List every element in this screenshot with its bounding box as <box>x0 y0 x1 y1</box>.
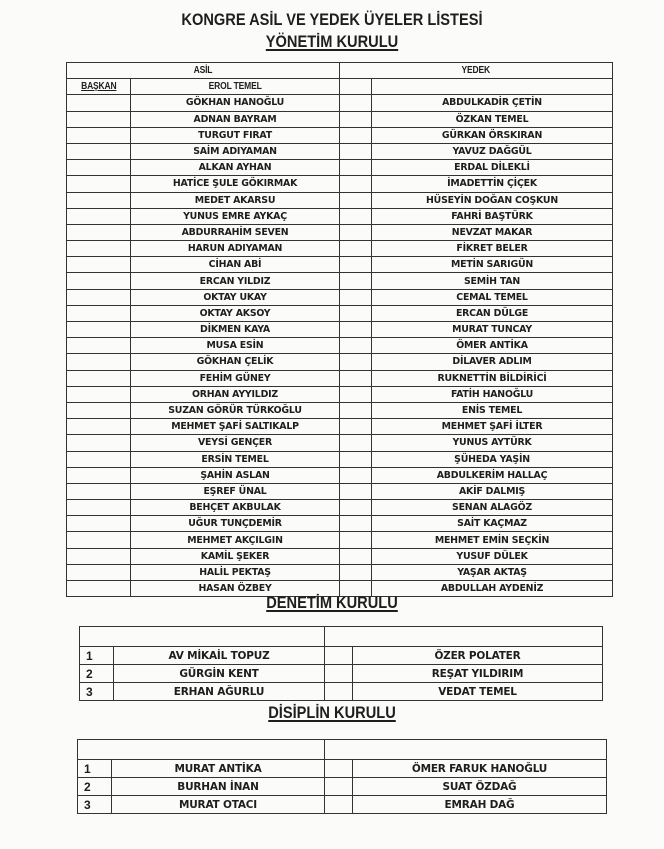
empty-cell <box>67 95 131 111</box>
spacer-cell <box>340 111 372 127</box>
empty-cell <box>67 208 131 224</box>
spacer-cell <box>340 532 372 548</box>
asil-member: GÖKHAN HANOĞLU <box>131 95 340 111</box>
yedek-member: ÖMER ANTİKA <box>372 338 613 354</box>
asil-member: HASAN ÖZBEY <box>131 581 340 597</box>
asil-member: ERCAN YILDIZ <box>131 273 340 289</box>
yedek-member: FAHRİ BAŞTÜRK <box>372 208 613 224</box>
asil-member: AV MİKAİL TOPUZ <box>114 647 325 665</box>
empty-cell <box>67 224 131 240</box>
spacer-cell <box>340 419 372 435</box>
yedek-member: EMRAH DAĞ <box>353 796 607 814</box>
spacer-cell <box>340 289 372 305</box>
yedek-member: VEDAT TEMEL <box>353 683 603 701</box>
table-row <box>67 483 613 499</box>
table-row <box>67 289 613 305</box>
asil-member: ORHAN AYYILDIZ <box>131 386 340 402</box>
spacer-cell <box>340 467 372 483</box>
table-row <box>67 451 613 467</box>
empty-cell <box>67 111 131 127</box>
asil-member: SAİM ADIYAMAN <box>131 143 340 159</box>
blank-header-row <box>80 627 603 647</box>
yedek-member: MURAT TUNCAY <box>372 322 613 338</box>
empty-cell <box>67 483 131 499</box>
spacer-cell <box>340 451 372 467</box>
yedek-member: ÖZER POLATER <box>353 647 603 665</box>
table-row <box>67 532 613 548</box>
row-number: 2 <box>80 665 114 683</box>
asil-member: MEHMET ŞAFİ SALTIKALP <box>131 419 340 435</box>
empty-cell <box>325 627 603 647</box>
table-row <box>67 419 613 435</box>
empty-cell <box>67 338 131 354</box>
table-row <box>67 305 613 321</box>
spacer-cell <box>340 241 372 257</box>
spacer-cell <box>340 435 372 451</box>
spacer-cell <box>340 564 372 580</box>
document-title: KONGRE ASİL VE YEDEK ÜYELER LİSTESİ <box>181 10 483 29</box>
yedek-member: MEHMET EMİN SEÇKİN <box>372 532 613 548</box>
table-row <box>67 354 613 370</box>
row-number: 3 <box>80 683 114 701</box>
yedek-member: DİLAVER ADLIM <box>372 354 613 370</box>
empty-cell <box>67 370 131 386</box>
asil-member: TURGUT FIRAT <box>131 127 340 143</box>
asil-member: ERHAN AĞURLU <box>114 683 325 701</box>
spacer-cell <box>340 402 372 418</box>
row-number: 1 <box>80 647 114 665</box>
asil-member: VEYSİ GENÇER <box>131 435 340 451</box>
table-row <box>78 760 607 778</box>
spacer-cell <box>340 322 372 338</box>
empty-cell <box>67 176 131 192</box>
empty-cell <box>67 532 131 548</box>
asil-member: FEHİM GÜNEY <box>131 370 340 386</box>
disiplin-kurulu-table <box>77 739 607 814</box>
row-number: 1 <box>78 760 112 778</box>
yedek-member: YAŞAR AKTAŞ <box>372 564 613 580</box>
spacer-cell <box>340 370 372 386</box>
spacer-cell <box>340 273 372 289</box>
spacer-cell <box>340 127 372 143</box>
spacer-cell <box>340 257 372 273</box>
table-row <box>67 176 613 192</box>
table-row <box>67 548 613 564</box>
yedek-member: SUAT ÖZDAĞ <box>353 778 607 796</box>
asil-member: ABDURRAHİM SEVEN <box>131 224 340 240</box>
empty-cell <box>67 500 131 516</box>
yedek-member: FİKRET BELER <box>372 241 613 257</box>
empty-cell <box>67 257 131 273</box>
spacer-cell <box>340 500 372 516</box>
yedek-member: RUKNETTİN BİLDİRİCİ <box>372 370 613 386</box>
empty-cell <box>67 160 131 176</box>
empty-cell <box>67 273 131 289</box>
empty-cell <box>67 127 131 143</box>
asil-member: YUNUS EMRE AYKAÇ <box>131 208 340 224</box>
spacer-cell <box>340 305 372 321</box>
yedek-member: METİN SARIGÜN <box>372 257 613 273</box>
yedek-member: SENAN ALAGÖZ <box>372 500 613 516</box>
table-row <box>67 111 613 127</box>
asil-member: HARUN ADIYAMAN <box>131 241 340 257</box>
yedek-member: SAİT KAÇMAZ <box>372 516 613 532</box>
empty-cell <box>67 451 131 467</box>
row-number: 3 <box>78 796 112 814</box>
yedek-member: ABDULKERİM HALLAÇ <box>372 467 613 483</box>
section-title-disiplin: DİSİPLİN KURULU <box>268 703 396 722</box>
empty-cell <box>67 402 131 418</box>
yedek-member: CEMAL TEMEL <box>372 289 613 305</box>
table-row <box>67 241 613 257</box>
asil-member: MEHMET AKÇILGIN <box>131 532 340 548</box>
spacer-cell <box>340 354 372 370</box>
empty-cell <box>67 305 131 321</box>
asil-member: CİHAN ABİ <box>131 257 340 273</box>
table-row <box>80 683 603 701</box>
table-row <box>80 665 603 683</box>
yedek-member: YUNUS AYTÜRK <box>372 435 613 451</box>
asil-member: MURAT OTACI <box>112 796 325 814</box>
blank-header-row <box>78 740 607 760</box>
table-row <box>67 127 613 143</box>
empty-cell <box>325 740 607 760</box>
table-row <box>67 143 613 159</box>
table-row <box>67 338 613 354</box>
spacer-cell <box>325 683 353 701</box>
yonetim-kurulu-table <box>66 62 613 597</box>
empty-cell <box>67 435 131 451</box>
asil-member: OKTAY AKSOY <box>131 305 340 321</box>
empty-cell <box>80 627 325 647</box>
empty-cell <box>67 192 131 208</box>
empty-cell <box>67 322 131 338</box>
spacer-cell <box>340 208 372 224</box>
spacer-cell <box>325 796 353 814</box>
asil-member: ŞAHİN ASLAN <box>131 467 340 483</box>
yedek-member: ABDULLAH AYDENİZ <box>372 581 613 597</box>
baskan-name: EROL TEMEL <box>131 79 340 95</box>
asil-member: ALKAN AYHAN <box>131 160 340 176</box>
yedek-member: ABDULKADİR ÇETİN <box>372 95 613 111</box>
asil-member: SUZAN GÖRÜR TÜRKOĞLU <box>131 402 340 418</box>
empty-cell <box>67 419 131 435</box>
yedek-member: ERCAN DÜLGE <box>372 305 613 321</box>
spacer-cell <box>340 548 372 564</box>
spacer-cell <box>325 665 353 683</box>
section-title-yonetim: YÖNETİM KURULU <box>265 32 399 51</box>
yedek-member: AKİF DALMIŞ <box>372 483 613 499</box>
denetim-kurulu-table <box>79 626 603 701</box>
asil-member: BEHÇET AKBULAK <box>131 500 340 516</box>
yedek-member: ÖZKAN TEMEL <box>372 111 613 127</box>
yedek-member: HÜSEYİN DOĞAN COŞKUN <box>372 192 613 208</box>
asil-member: EŞREF ÜNAL <box>131 483 340 499</box>
spacer-cell <box>340 143 372 159</box>
spacer-cell <box>340 338 372 354</box>
table-row <box>67 516 613 532</box>
table-row <box>80 647 603 665</box>
header-yedek: YEDEK <box>340 63 613 79</box>
table-row <box>67 273 613 289</box>
header-asil: ASİL <box>67 63 340 79</box>
yedek-member: SEMİH TAN <box>372 273 613 289</box>
spacer-cell <box>340 224 372 240</box>
yedek-member: YAVUZ DAĞGÜL <box>372 143 613 159</box>
empty-cell <box>372 79 613 95</box>
baskan-label: BAŞKAN <box>67 79 131 95</box>
table-row <box>67 257 613 273</box>
empty-cell <box>67 354 131 370</box>
table-row <box>67 435 613 451</box>
asil-member: GÖKHAN ÇELİK <box>131 354 340 370</box>
spacer-cell <box>340 386 372 402</box>
empty-cell <box>67 516 131 532</box>
spacer-cell <box>340 95 372 111</box>
yedek-member: GÜRKAN ÖRSKIRAN <box>372 127 613 143</box>
spacer-cell <box>340 160 372 176</box>
table-row <box>67 467 613 483</box>
spacer-cell <box>340 516 372 532</box>
asil-member: OKTAY UKAY <box>131 289 340 305</box>
asil-member: DİKMEN KAYA <box>131 322 340 338</box>
spacer-cell <box>340 192 372 208</box>
empty-cell <box>67 241 131 257</box>
baskan-row <box>67 79 613 95</box>
asil-member: MEDET AKARSU <box>131 192 340 208</box>
yedek-member: ÖMER FARUK HANOĞLU <box>353 760 607 778</box>
table-row <box>67 402 613 418</box>
asil-member: BURHAN İNAN <box>112 778 325 796</box>
asil-member: ERSİN TEMEL <box>131 451 340 467</box>
empty-cell <box>67 548 131 564</box>
asil-member: UĞUR TUNÇDEMİR <box>131 516 340 532</box>
empty-cell <box>67 467 131 483</box>
spacer-cell <box>325 760 353 778</box>
empty-cell <box>67 143 131 159</box>
yedek-member: REŞAT YILDIRIM <box>353 665 603 683</box>
table-row <box>67 160 613 176</box>
section-title-denetim: DENETİM KURULU <box>266 593 398 612</box>
row-number: 2 <box>78 778 112 796</box>
table-row <box>67 192 613 208</box>
spacer-cell <box>325 647 353 665</box>
spacer-cell <box>325 778 353 796</box>
empty-cell <box>67 564 131 580</box>
table-row <box>67 322 613 338</box>
yedek-member: FATİH HANOĞLU <box>372 386 613 402</box>
table-row <box>67 386 613 402</box>
asil-member: ADNAN BAYRAM <box>131 111 340 127</box>
yedek-member: YUSUF DÜLEK <box>372 548 613 564</box>
yedek-member: ERDAL DİLEKLİ <box>372 160 613 176</box>
table-row <box>78 778 607 796</box>
yedek-member: MEHMET ŞAFİ İLTER <box>372 419 613 435</box>
table-header-row <box>67 63 613 79</box>
yedek-member: NEVZAT MAKAR <box>372 224 613 240</box>
table-row <box>67 208 613 224</box>
empty-cell <box>78 740 325 760</box>
asil-member: GÜRGİN KENT <box>114 665 325 683</box>
asil-member: KAMİL ŞEKER <box>131 548 340 564</box>
spacer-cell <box>340 79 372 95</box>
spacer-cell <box>340 483 372 499</box>
empty-cell <box>67 289 131 305</box>
table-row <box>67 564 613 580</box>
spacer-cell <box>340 176 372 192</box>
table-row <box>67 500 613 516</box>
yedek-member: ENİS TEMEL <box>372 402 613 418</box>
asil-member: HALİL PEKTAŞ <box>131 564 340 580</box>
yedek-member: İMADETTİN ÇİÇEK <box>372 176 613 192</box>
table-row <box>67 370 613 386</box>
asil-member: MUSA ESİN <box>131 338 340 354</box>
table-row <box>67 224 613 240</box>
table-row <box>78 796 607 814</box>
empty-cell <box>67 386 131 402</box>
table-row <box>67 95 613 111</box>
asil-member: HATİCE ŞULE GÖKIRMAK <box>131 176 340 192</box>
yedek-member: ŞÜHEDA YAŞİN <box>372 451 613 467</box>
asil-member: MURAT ANTİKA <box>112 760 325 778</box>
